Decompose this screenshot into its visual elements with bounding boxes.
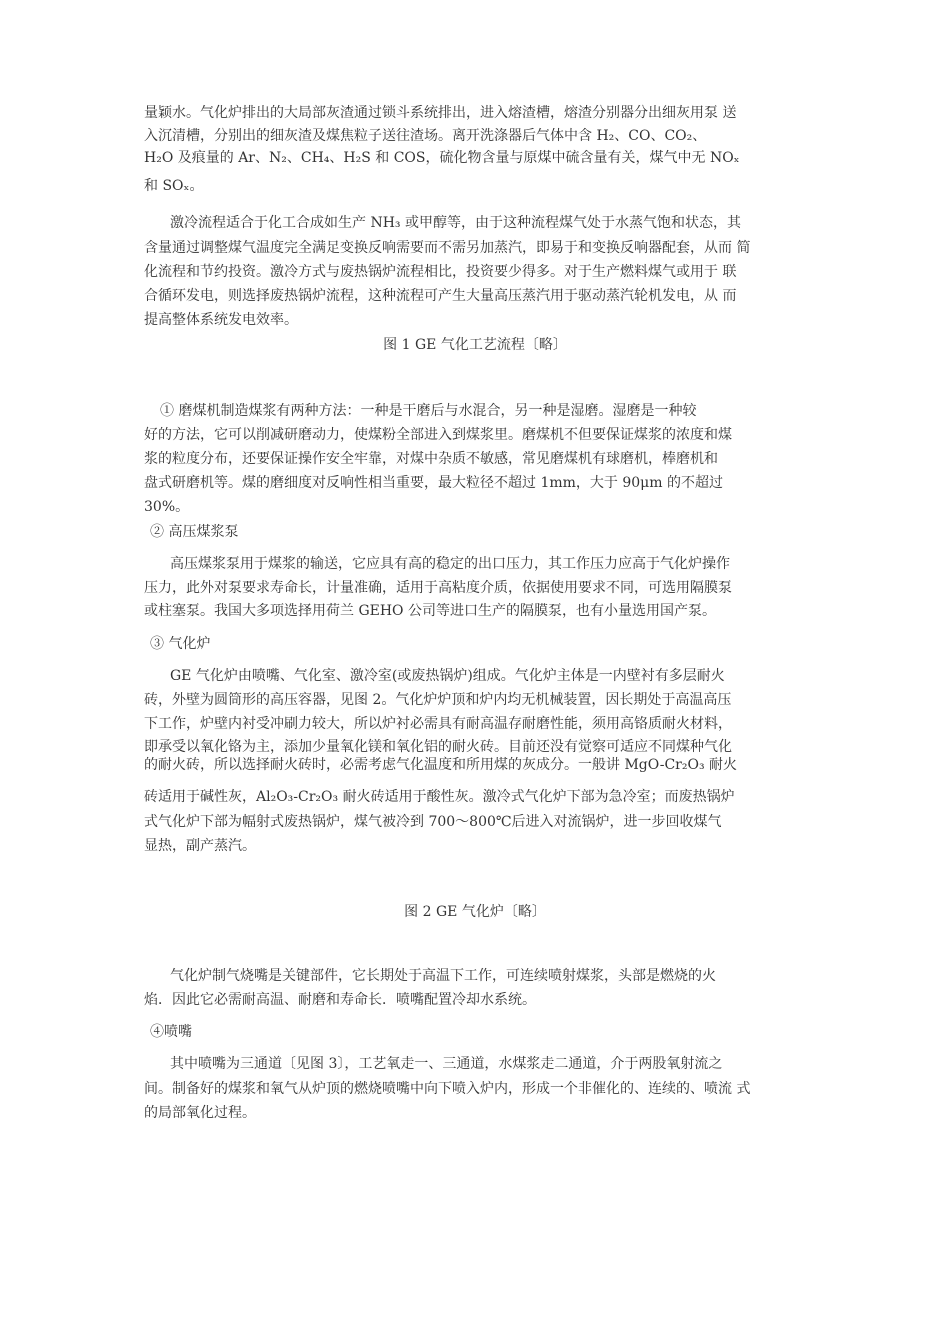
paragraph-line: 激冷流程适合于化工合成如生产 NH₃ 或甲醇等，由于这种流程煤气处于水蒸气饱和状态，其 bbox=[170, 215, 741, 231]
paragraph-line: 高压煤浆泵用于煤浆的输送，它应具有高的稳定的出口压力，其工作压力应高于气化炉操作 bbox=[170, 556, 730, 572]
paragraph-line: 砖，外壁为圆筒形的高压容器，见图 2。气化炉炉顶和炉内均无机械装置，因长期处于高温高压 bbox=[144, 692, 732, 708]
paragraph-line: 显热，副产蒸汽。 bbox=[144, 838, 256, 854]
paragraph-line: 式气化炉下部为幅射式废热锅炉，煤气被冷到 700～800℃后进入对流锅炉，进一步回收煤气 bbox=[144, 814, 722, 830]
paragraph-line: 盘式研磨机等。煤的磨细度对反响性相当重要，最大粒径不超过 1mm，大于 90μm 的不超过 bbox=[144, 475, 723, 491]
paragraph-line: GE 气化炉由喷嘴、气化室、激冷室(或废热锅炉)组成。气化炉主体是一内壁衬有多层耐火 bbox=[170, 668, 725, 684]
figure-caption: 图 2 GE 气化炉〔略〕 bbox=[404, 904, 546, 920]
paragraph-line: 含量通过调整煤气温度完全满足变换反响需要而不需另加蒸汽，即易于和变换反响器配套，从而 简 bbox=[144, 240, 751, 256]
paragraph-line: 其中喷嘴为三通道〔见图 3〕，工艺氧走一、三通道，水煤浆走二通道，介于两股氧射流之 bbox=[170, 1056, 723, 1072]
section-heading: ② 高压煤浆泵 bbox=[150, 524, 239, 540]
paragraph-line: 间。制备好的煤浆和氧气从炉顶的燃烧喷嘴中向下喷入炉内，形成一个非催化的、连续的、喷流 式 bbox=[144, 1081, 751, 1097]
paragraph-line: 合循环发电，则选择废热锅炉流程，这种流程可产生大量高压蒸汽用于驱动蒸汽轮机发电，从 而 bbox=[144, 288, 737, 304]
paragraph-line: 砖适用于碱性灰，Al₂O₃-Cr₂O₃ 耐火砖适用于酸性灰。激冷式气化炉下部为急冷室；而废热锅炉 bbox=[144, 789, 735, 805]
paragraph-line: 化流程和节约投资。激冷方式与废热锅炉流程相比，投资要少得多。对于生产燃料煤气或用于 联 bbox=[144, 264, 737, 280]
paragraph-line: 的耐火砖，所以选择耐火砖时，必需考虑气化温度和所用煤的灰成分。一般讲 MgO-Cr₂O₃ 耐火 bbox=[144, 757, 738, 773]
paragraph-line: 和 SOₓ。 bbox=[144, 178, 204, 194]
paragraph-line: 下工作，炉壁内衬受冲刷力较大，所以炉衬必需具有耐高温存耐磨性能，须用高铬质耐火材料， bbox=[144, 716, 732, 732]
section-heading: ④喷嘴 bbox=[150, 1024, 192, 1040]
paragraph-line: 量颖水。气化炉排出的大局部灰渣通过锁斗系统排出，进入熔渣槽，熔渣分别器分出细灰用泵 送 bbox=[144, 105, 737, 121]
paragraph-line: H₂O 及痕量的 Ar、N₂、CH₄、H₂S 和 COS，硫化物含量与原煤中硫含量有关，煤气中无 NOₓ bbox=[144, 150, 740, 166]
paragraph-line: 气化炉制气烧嘴是关键部件，它长期处于高温下工作，可连续喷射煤浆，头部是燃烧的火 bbox=[170, 968, 716, 984]
paragraph-line: 的局部氧化过程。 bbox=[144, 1105, 256, 1121]
paragraph-line: 入沉清槽，分别出的细灰渣及煤焦粒子送往渣场。离开洗涤器后气体中含 H₂、CO、CO₂、 bbox=[144, 128, 707, 144]
paragraph-line: 提高整体系统发电效率。 bbox=[144, 312, 298, 328]
paragraph-line: 即承受以氧化铬为主，添加少量氧化镁和氧化铝的耐火砖。目前还没有觉察可适应不同煤种气化 bbox=[144, 739, 732, 755]
paragraph-line: 压力，此外对泵要求寿命长，计量准确，适用于高粘度介质，依据使用要求不同，可选用隔膜泵 bbox=[144, 580, 732, 596]
paragraph-line: 焰．因此它必需耐高温、耐磨和寿命长．喷嘴配置冷却水系统。 bbox=[144, 992, 536, 1008]
paragraph-line: 或柱塞泵。我国大多项选择用荷兰 GEHO 公司等进口生产的隔膜泵，也有小量选用国产泵。 bbox=[144, 603, 716, 619]
paragraph-line: 浆的粒度分布，还要保证操作安全牢靠，对煤中杂质不敏感，常见磨煤机有球磨机，棒磨机和 bbox=[144, 451, 718, 467]
section-heading: ③ 气化炉 bbox=[150, 636, 211, 652]
paragraph-line: 30%。 bbox=[144, 499, 190, 515]
paragraph-line: ① 磨煤机制造煤浆有两种方法：一种是干磨后与水混合，另一种是湿磨。湿磨是一种较 bbox=[160, 403, 697, 419]
paragraph-line: 好的方法，它可以削减研磨动力，使煤粉全部进入到煤浆里。磨煤机不但要保证煤浆的浓度和煤 bbox=[144, 427, 732, 443]
figure-caption: 图 1 GE 气化工艺流程〔略〕 bbox=[383, 337, 567, 353]
